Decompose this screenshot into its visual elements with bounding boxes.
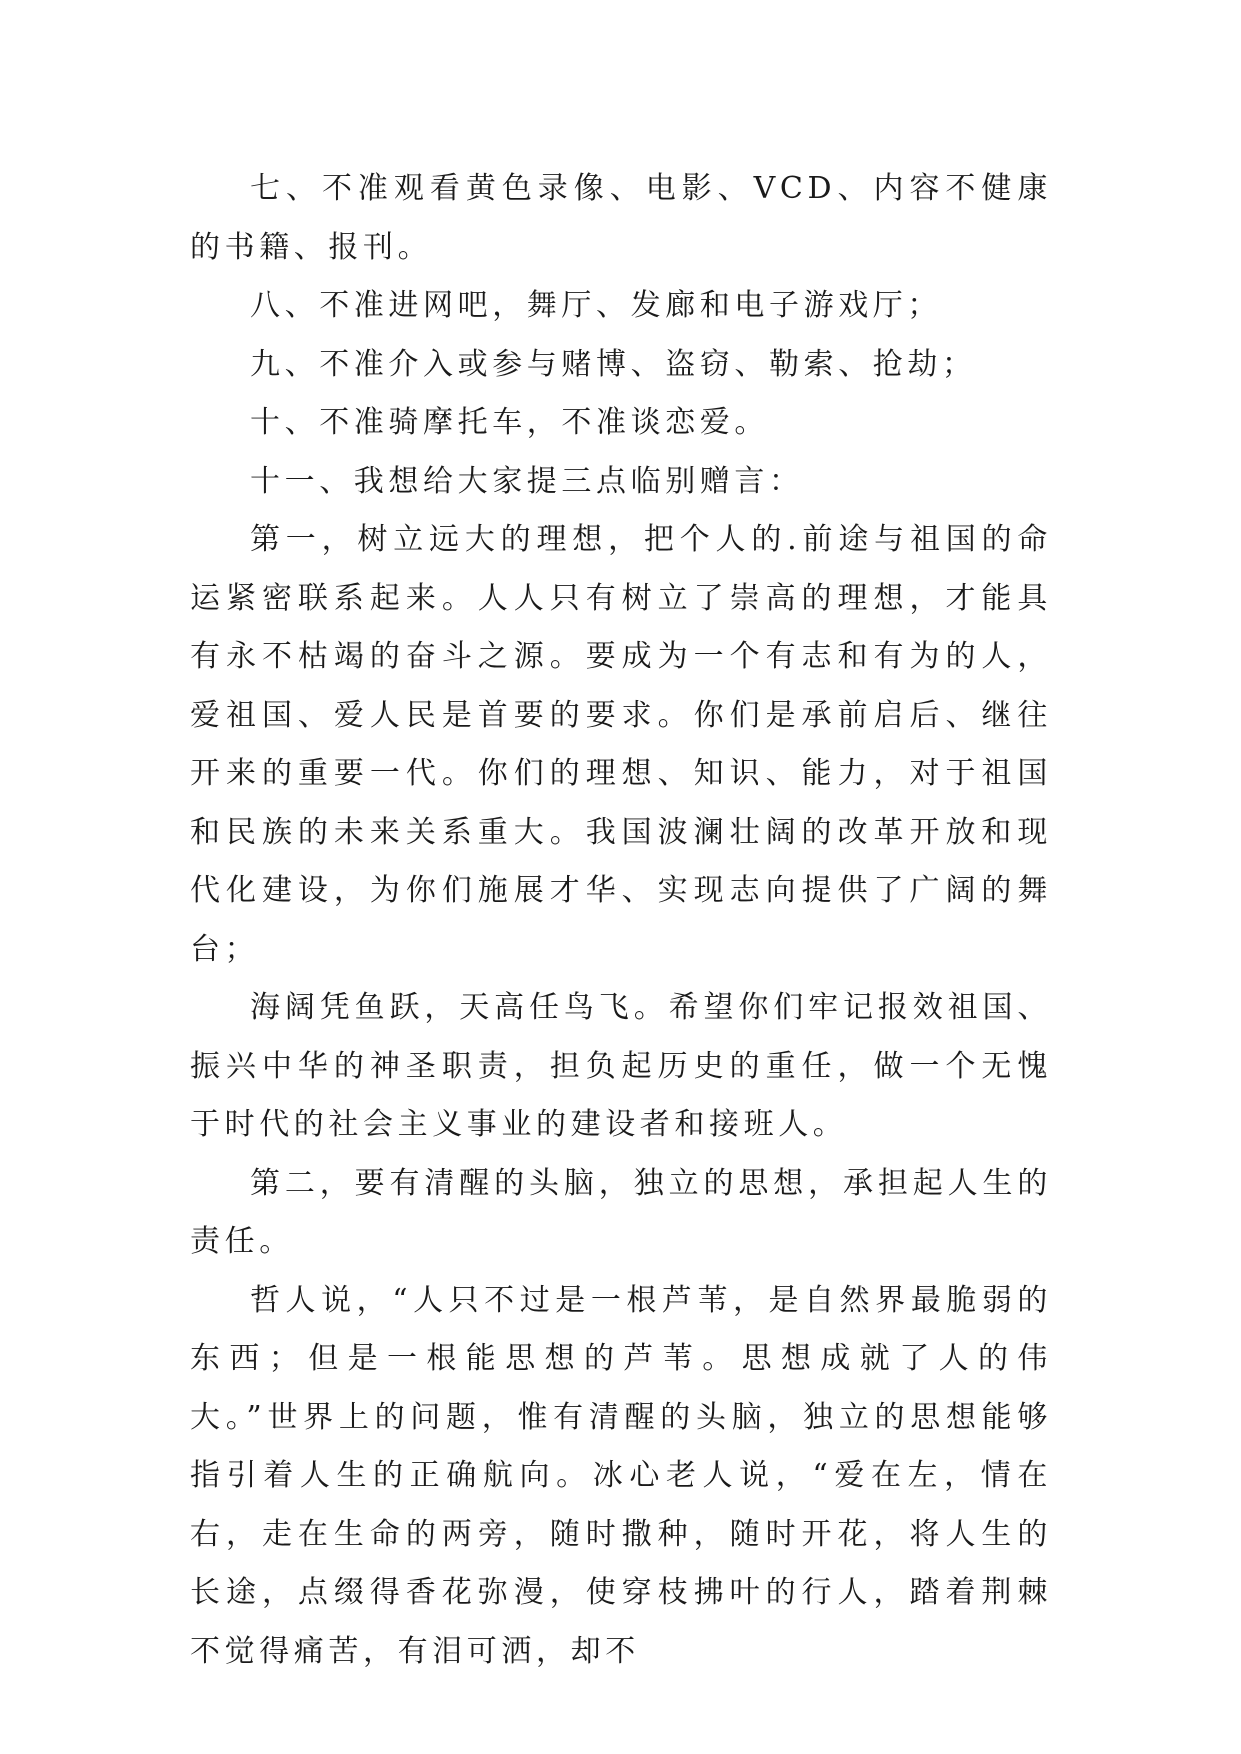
- paragraph-rule-11: 十一、我想给大家提三点临别赠言：: [250, 463, 804, 499]
- paragraph-rule-9: 九、不准介入或参与赌博、盗窃、勒索、抢劫；: [250, 346, 977, 382]
- document-body: [190, 160, 1052, 1681]
- paragraph-advice-1: 第一，树立远大的理想，把个人的.前途与祖国的命运紧密联系起来。人人只有树立了崇高的理想，才能具有永不枯竭的奋斗之源。要成为一个有志和有为的人，爱祖国、爱人民是首要的要求。你们是承前启后、继往开来的重要一代。你们的理想、知识、能力，对于祖国和民族的未来关系重大。我国波澜壮阔的改革开放和现代化建设，为你们施展才华、实现志向提供了广阔的舞台；: [190, 522, 1052, 967]
- paragraph-rule-8: 八、不准进网吧，舞厅、发廊和电子游戏厅；: [250, 288, 942, 323]
- paragraph-advice-1-continued: 海阔凭鱼跃，天高任鸟飞。希望你们牢记报效祖国、振兴中华的神圣职责，担负起历史的重任，做一个无愧于时代的社会主义事业的建设者和接班人。: [190, 990, 1052, 1142]
- paragraph-advice-2-quote: 哲人说，“人只不过是一根芦苇，是自然界最脆弱的东西；但是一根能思想的芦苇。思想成就了人的伟大。”世界上的问题，惟有清醒的头脑，独立的思想能够指引着人生的正确航向。冰心老人说，“爱在左，情在右，走在生命的两旁，随时撒种，随时开花，将人生的长途，点缀得香花弥漫，使穿枝拂叶的行人，踏着荆棘不觉得痛苦，有泪可洒，却不: [190, 1282, 1052, 1669]
- paragraph-rule-7: 七、不准观看黄色录像、电影、VCD、内容不健康的书籍、报刊。: [190, 171, 1052, 265]
- paragraph-rule-10: 十、不准骑摩托车，不准谈恋爱。: [250, 405, 769, 440]
- paragraph-advice-2: 第二，要有清醒的头脑，独立的思想，承担起人生的责任。: [190, 1165, 1052, 1259]
